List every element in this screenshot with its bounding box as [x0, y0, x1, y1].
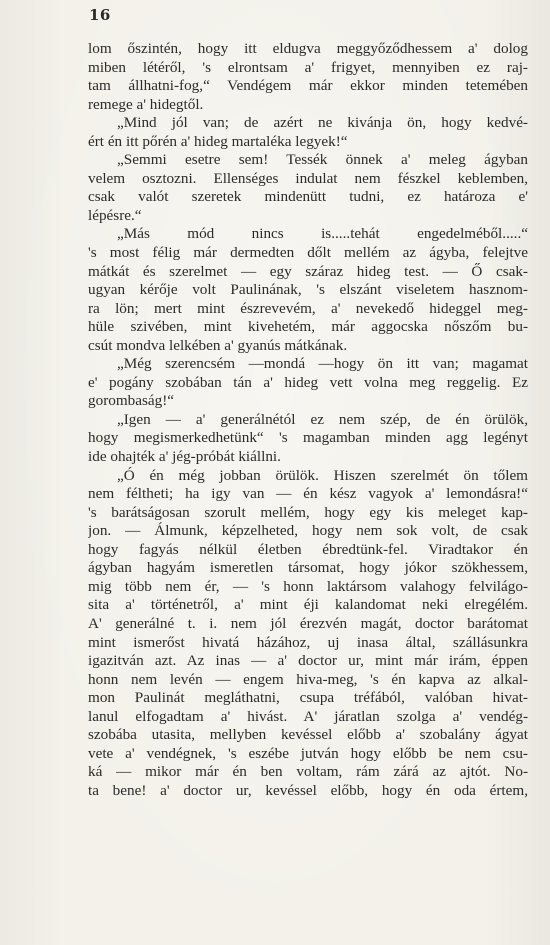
text-line: miben létéről, 's elrontsam a' frigyet, mennyiben ez raj- — [88, 58, 528, 76]
text-line: sita a' történetről, a' mint éji kalandomat neki elregélém. — [88, 596, 528, 614]
text-line: „Még szerencsém —mondá —hogy ön itt van; magamat — [117, 355, 528, 373]
text-line: tam állhatni-fog,“ Vendégem már ekkor minden tetemében — [88, 77, 528, 95]
text-line: ká — mikor már én ben voltam, rám zárá az ajtót. No- — [88, 763, 528, 781]
text-line: „Ó én még jobban örülök. Hiszen szerelmét ön tőlem — [117, 466, 528, 484]
text-line: velem osztozni. Ellenséges indulat nem fészkel keblemben, — [88, 169, 528, 187]
page-number: 16 — [89, 6, 111, 24]
text-line: csak valót szeretek mindenütt tudni, ez határoza e' — [88, 188, 528, 206]
text-line: nem féltheti; ha igy van — én kész vagyok a' lemondásra!“ — [88, 485, 528, 503]
text-line: „Más mód nincs is.....tehát engedelméből.....“ — [117, 225, 528, 243]
text-line: ugyan kérője volt Paulinának, 's elszánt viseletem hasznom- — [88, 281, 528, 299]
text-line: „Mind jól van; de azért ne kivánja ön, hogy kedvé- — [117, 114, 528, 132]
text-line: lépésre.“ — [88, 206, 142, 224]
text-line: 's barátságosan szorult mellém, hogy egy kis meleget kap- — [88, 503, 528, 521]
text-line: gorombaság!“ — [88, 392, 175, 410]
text-line: ra lön; mert mint észrevevém, a' nevekedő hideggel meg- — [88, 299, 528, 317]
text-line: „Semmi esetre sem! Tessék önnek a' meleg ágyban — [117, 151, 528, 169]
text-line: jon. — Álmunk, képzelheted, hogy nem sok volt, de csak — [88, 522, 528, 540]
text-line: ért én itt pőrén a' hideg martaléka legyek!“ — [88, 132, 348, 150]
text-line: mátkát és szerelmet — egy száraz hideg test. — Ő csak- — [88, 262, 528, 280]
text-line: ágyban hagyám ismeretlen társomat, hogy jókor szökhessem, — [88, 559, 528, 577]
text-line: hogy fagyás nélkül életben ébredtünk-fel. Viradtakor én — [88, 540, 528, 558]
text-line: lanul elfogadtam a' hivást. A' járatlan szolga a' vendég- — [88, 707, 528, 725]
text-line: „Igen — a' generálnétól ez nem szép, de én örülök, — [117, 410, 528, 428]
text-line: remege a' hidegtől. — [88, 95, 204, 113]
text-line: honn nem levén — engem hiva-meg, 's én kapva az alkal- — [88, 670, 528, 688]
text-line: mon Paulinát megláthatni, csupa tréfából, valóban hivat- — [88, 689, 528, 707]
text-line: mint ismerőst hivatá házához, uj inasa által, szállásunkra — [88, 633, 528, 651]
text-line: vete a' vendégnek, 's eszébe jutván hogy előbb be nem csu- — [88, 744, 528, 762]
text-line: mig több nem ér, — 's honn laktársom valahogy felvilágo- — [88, 577, 528, 595]
text-line: hogy megismerkedhetünk“ 's magamban minden agg legényt — [88, 429, 528, 447]
body-text — [88, 40, 528, 800]
text-line: igazitván azt. Az inas — a' doctor ur, mint már irám, éppen — [88, 652, 528, 670]
text-line: hüle szivében, mint kivehetém, már aggocska nőszőm bu- — [88, 318, 528, 336]
text-line: e' pogány szobában tán a' hideg vett volna meg reggelig. Ez — [88, 373, 528, 391]
text-line: csút mondva lelkében a' gyanús mátkának. — [88, 336, 348, 354]
text-line: 's most félig már dermedten dőlt mellém az ágyba, felejtve — [88, 244, 528, 262]
text-line: lom őszintén, hogy itt eldugva meggyőződhessem a' dolog — [88, 40, 528, 57]
text-line: A' generálné t. i. nem jól érezvén magát, doctor barátomat — [88, 614, 528, 632]
text-line: szobába utasita, mellyben kevéssel előbb a' szobalány ágyat — [88, 726, 528, 744]
text-line: ide ohajték a' jég-próbát kiállni. — [88, 448, 281, 466]
text-line: ta bene! a' doctor ur, kevéssel előbb, hogy én oda értem, — [88, 781, 528, 799]
